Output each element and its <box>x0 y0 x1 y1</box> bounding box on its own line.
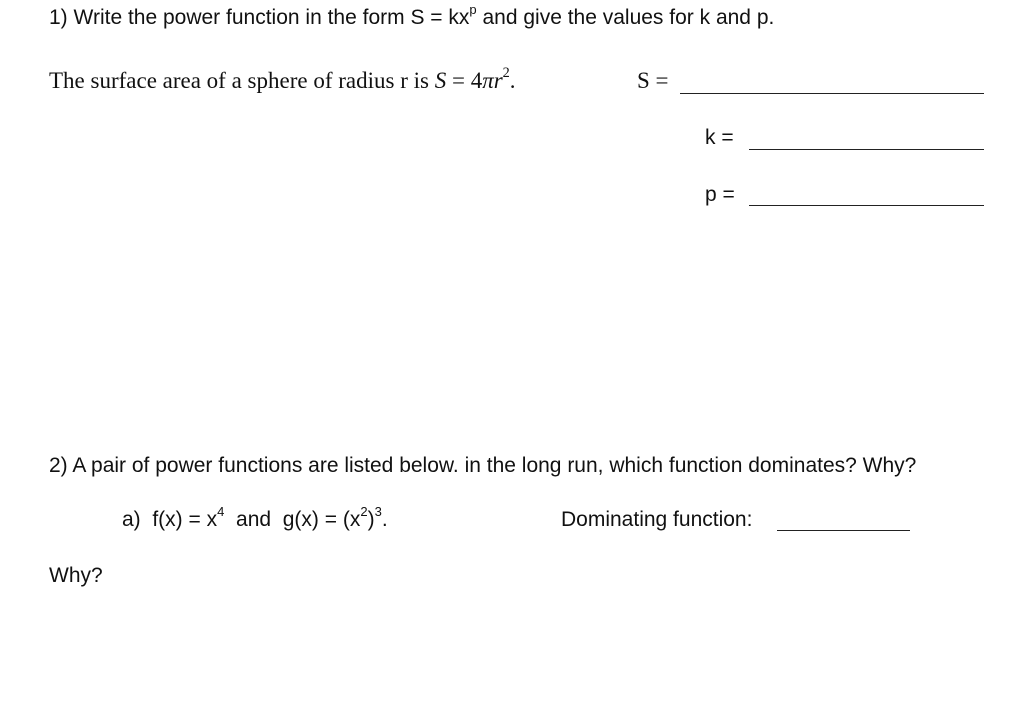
dominating-function-row <box>561 508 752 532</box>
s-answer-label: S = <box>637 68 669 93</box>
p-answer-label: p = <box>705 183 735 206</box>
formula-coefficient: 4 <box>470 68 483 93</box>
formula-equals: = <box>446 68 471 93</box>
question-1-heading <box>49 2 775 30</box>
part-a-f: a) f(x) = x <box>122 508 218 531</box>
part-a-f-exponent: 4 <box>217 504 225 520</box>
formula-period: . <box>509 68 516 93</box>
formula-variable: r <box>493 68 503 93</box>
k-answer-label: k = <box>705 126 734 149</box>
q2-heading-text: 2) A pair of power functions are listed below. in the long run, which function dominates? Why? <box>49 454 917 477</box>
sphere-surface-area-statement <box>49 65 516 94</box>
s-answer-blank[interactable] <box>680 92 984 94</box>
part-a-g: and g(x) = (x <box>224 508 361 531</box>
part-a-g-close: ) <box>367 508 375 531</box>
k-answer-row <box>705 126 734 150</box>
formula-lhs: S <box>434 68 447 93</box>
q1-heading-superscript: p <box>469 2 477 18</box>
k-answer-blank[interactable] <box>749 148 984 150</box>
formula-pi: π <box>482 68 494 93</box>
p-answer-blank[interactable] <box>749 204 984 206</box>
dominating-function-blank[interactable] <box>777 529 910 531</box>
dominating-function-label: Dominating function: <box>561 508 753 531</box>
statement-text: The surface area of a sphere of radius r is <box>49 68 435 93</box>
q1-heading-tail: and give the values for k and p. <box>476 6 775 29</box>
p-answer-row <box>705 183 735 207</box>
why-label-text: Why? <box>49 564 103 587</box>
formula-exponent: 2 <box>502 65 510 82</box>
part-a-g-inner-exponent: 2 <box>360 504 368 520</box>
question-2-heading <box>49 454 916 478</box>
part-a-g-outer-exponent: 3 <box>374 504 382 520</box>
part-a-functions <box>122 504 388 532</box>
s-answer-row <box>637 68 669 94</box>
q1-heading-text: 1) Write the power function in the form S = kx <box>49 6 470 29</box>
part-a-period: . <box>381 508 388 531</box>
why-label <box>49 564 103 588</box>
